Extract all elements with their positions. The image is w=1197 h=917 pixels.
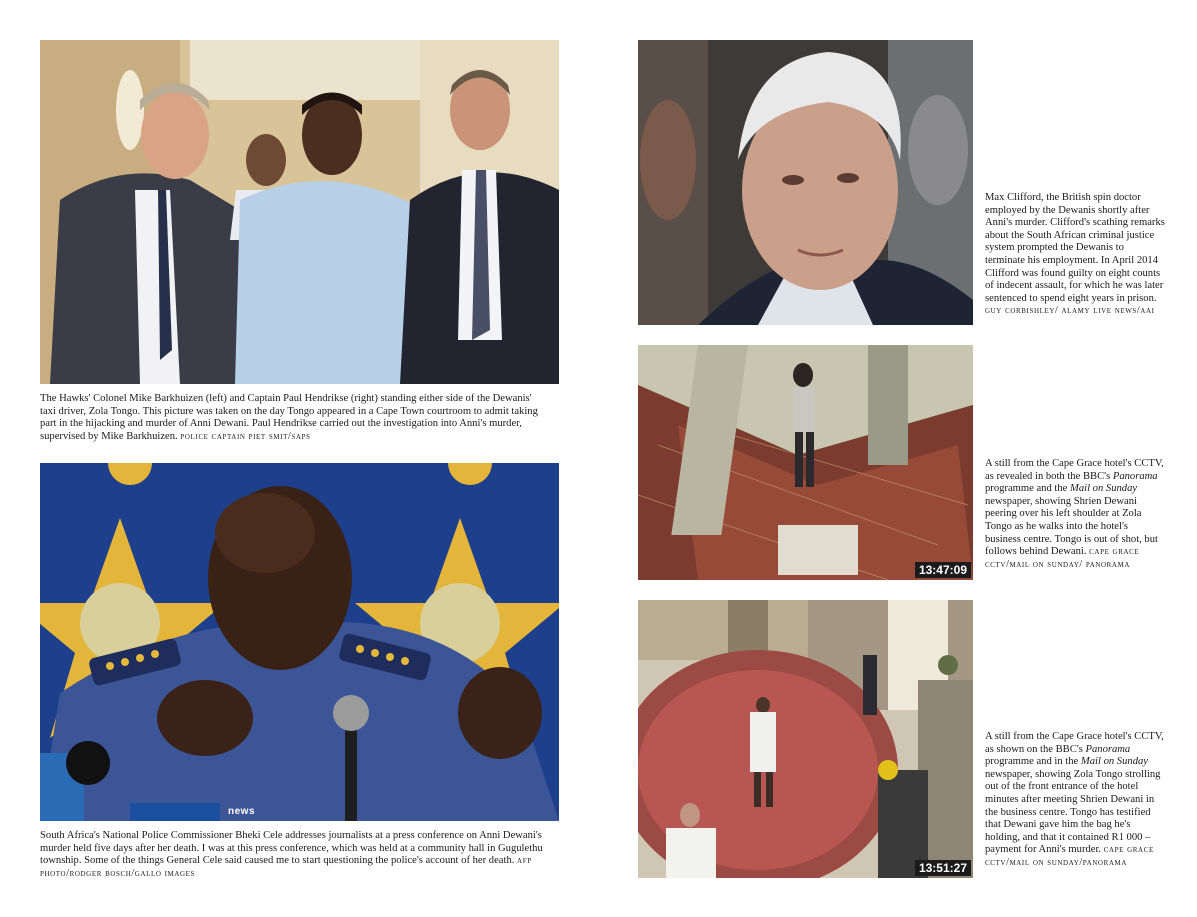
caption-text: The Hawks' Colonel Mike Barkhuizen (left) and Captain Paul Hendrikse (right) standing either side of the Dewanis' taxi driver, Zola Tongo. This picture was taken on the day Tongo appeared in a Cape Town courtroom to admit taking part in the hijacking and murder of Anni Dewani. Paul Hendrikse carried out the investigation into Anni's murder, supervised by Mike Barkhuizen.: [40, 393, 538, 442]
caption-text: South Africa's National Police Commissioner Bheki Cele addresses journalists at a press conference on Anni Dewani's murder held five days after her death. I was at this press conference, which was held at a community hall in Gugulethu township. Some of the things General Cele said caused me to start questioning the police's account of her death.: [40, 830, 543, 867]
caption-text: programme and in the: [985, 756, 1081, 768]
cctv-timestamp: 13:47:09: [915, 562, 971, 578]
photo-general-cele: [40, 463, 559, 821]
cctv-timestamp: 13:51:27: [915, 860, 971, 876]
photo-credit: cape grace cctv/mail on sunday/ panorama: [985, 546, 1140, 570]
caption-italic-title: Panorama: [1085, 743, 1131, 755]
photo-cctv-front-entrance: [638, 600, 973, 878]
caption-cctv-front-entrance: [985, 731, 1165, 870]
caption-text: newspaper, showing Zola Tongo strolling out of the front entrance of the hotel minutes after meeting Shrien Dewani in the business centre. Tongo has testified that Dewani gave him the bag he's holding, and that it contained R1 000 – payment for Anni's murder.: [985, 768, 1161, 856]
caption-text: programme and the: [985, 483, 1071, 495]
caption-general-cele: [40, 830, 545, 880]
photo-credit: cape grace cctv/mail on sunday/panorama: [985, 844, 1154, 868]
photo-credit: police captain piet smit/saps: [180, 430, 311, 442]
caption-italic-title: Mail on Sunday: [1070, 483, 1138, 495]
caption-text: Max Clifford, the British spin doctor employed by the Dewanis shortly after Anni's murder. Clifford's scathing remarks about the South African criminal justice system prompted the Dewanis to terminate his employment. In April 2014 Clifford was found guilty on eight counts of indecent assault, for which he was later sentenced to spend eight years in prison.: [985, 192, 1165, 304]
caption-officers-with-tongo: [40, 393, 550, 443]
caption-italic-title: Mail on Sunday: [1080, 756, 1148, 768]
mic-brand-label: news: [228, 806, 256, 817]
caption-text: A still from the Cape Grace hotel's CCTV, as shown on the BBC's: [985, 731, 1164, 755]
photo-credit: guy corbishley/ alamy live news/aai: [985, 305, 1155, 317]
caption-italic-title: Panorama: [1112, 470, 1158, 482]
photo-max-clifford: [638, 40, 973, 325]
caption-text: newspaper, showing Shrien Dewani peering over his left shoulder at Zola Tongo as he walks into the hotel's business centre. Tongo is out of shot, but follows behind Dewani.: [985, 495, 1158, 558]
caption-max-clifford: [985, 192, 1165, 318]
caption-cctv-business-centre: [985, 458, 1165, 571]
caption-text: A still from the Cape Grace hotel's CCTV, as revealed in both the BBC's: [985, 458, 1164, 482]
photo-cctv-business-centre: [638, 345, 973, 580]
photo-credit: afp photo/rodger bosch/gallo images: [40, 855, 532, 879]
photo-officers-with-tongo: [40, 40, 559, 384]
